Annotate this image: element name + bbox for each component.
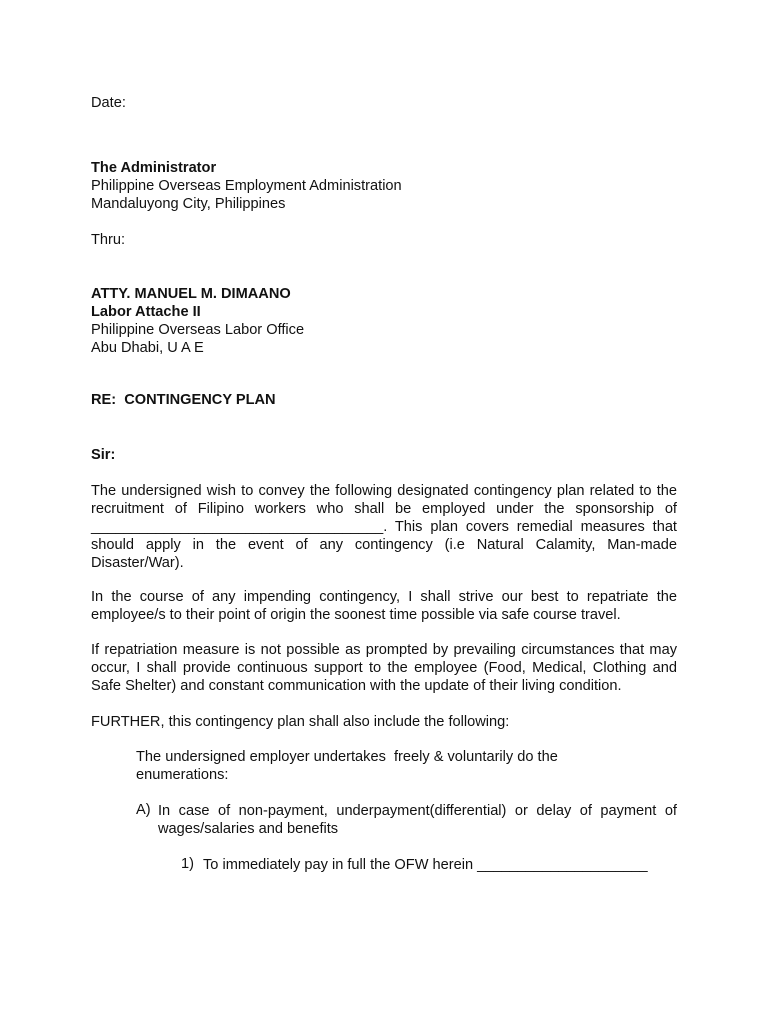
addressee-org: Philippine Overseas Employment Administration — [91, 178, 402, 194]
paragraph-support: If repatriation measure is not possible as prompted by prevailing circumstances that may occur, I shall provide continuous support to the employee (Food, Medical, Clothing and Safe Shelter) and constant communication with the update of their living condition. — [91, 642, 677, 694]
addressee-city: Mandaluyong City, Philippines — [91, 196, 286, 212]
list-item-1 — [181, 856, 677, 874]
salutation: Sir: — [91, 447, 116, 463]
paragraph-repatriation: In the course of any impending contingency, I shall strive our best to repatriate the employee/s to their point of origin the soonest time possible via safe course travel. — [91, 589, 677, 623]
subject-line: RE: CONTINGENCY PLAN — [91, 392, 276, 408]
attache-name: ATTY. MANUEL M. DIMAANO — [91, 286, 291, 302]
addressee-block — [91, 159, 677, 213]
list-marker-a: A) — [136, 802, 151, 818]
attache-position: Labor Attache II — [91, 304, 201, 320]
paragraph-further: FURTHER, this contingency plan shall also include the following: — [91, 714, 510, 730]
list-item-a — [136, 802, 677, 838]
thru-label: Thru: — [91, 232, 126, 248]
list-marker-1: 1) — [181, 856, 194, 872]
list-item-a-text: In case of non-payment, underpayment(differential) or delay of payment of wages/salaries and benefits — [158, 803, 677, 837]
paragraph-undertaking: The undersigned employer undertakes freely & voluntarily do the enumerations: — [136, 749, 562, 783]
attache-location: Abu Dhabi, U A E — [91, 340, 204, 356]
list-item-1-text: To immediately pay in full the OFW herein _____________________ — [203, 857, 648, 873]
addressee-title: The Administrator — [91, 160, 217, 176]
date-label: Date: — [91, 95, 126, 111]
attache-block — [91, 285, 677, 357]
paragraph-intro: The undersigned wish to convey the following designated contingency plan related to the recruitment of Filipino workers who shall be employed under the sponsorship of ____________________________________. This plan covers remedial measures that should apply in the event of any contingency (i.e Natural Calamity, Man-made Disaster/War). — [91, 483, 677, 571]
attache-office: Philippine Overseas Labor Office — [91, 322, 305, 338]
